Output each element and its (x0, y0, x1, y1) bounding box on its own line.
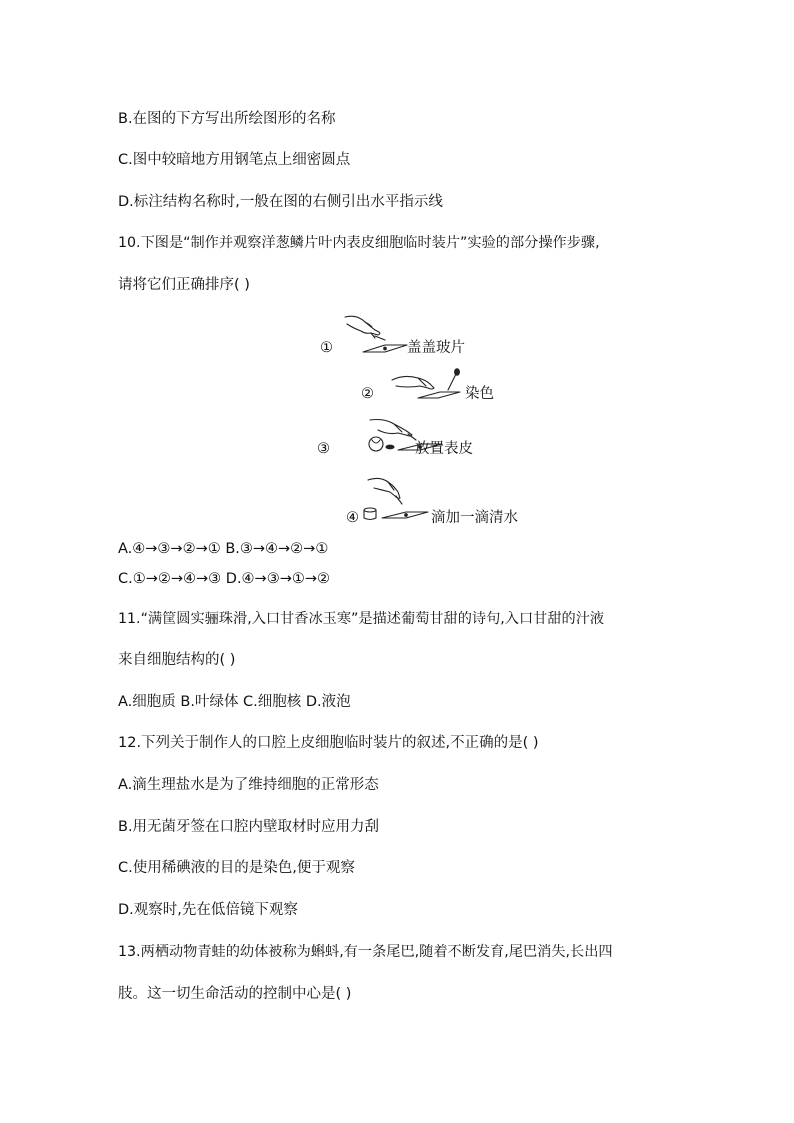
question-10-options-cd: C.①→②→④→③ D.④→③→①→② (118, 571, 331, 587)
step-1-label: 盖盖玻片 (407, 340, 465, 356)
option-12c: C.使用稀碘液的目的是染色,便于观察 (118, 860, 355, 876)
step-3-number: ③ (317, 441, 330, 457)
option-12b: B.用无菌牙签在口腔内壁取材时应用力刮 (118, 819, 380, 835)
question-10-options-ab: A.④→③→②→① B.③→④→②→① (118, 541, 329, 557)
question-10-prompt: 请将它们正确排序( ) (118, 277, 250, 293)
question-11-prompt: 来自细胞结构的( ) (118, 652, 236, 668)
step-4-label: 滴加一滴清水 (431, 510, 518, 526)
question-13-stem: 13.两栖动物青蛙的幼体被称为蝌蚪,有一条尾巴,随着不断发育,尾巴消失,长出四 (118, 944, 613, 960)
step-4-number: ④ (346, 510, 359, 526)
option-12a: A.滴生理盐水是为了维持细胞的正常形态 (118, 777, 379, 793)
question-11-options: A.细胞质 B.叶绿体 C.细胞核 D.液泡 (118, 694, 351, 710)
step-3-label: 放置表皮 (415, 441, 473, 457)
step-1-number: ① (320, 340, 333, 356)
question-11-stem: 11.“满筐圆实骊珠滑,入口甘香冰玉寒”是描述葡萄甘甜的诗句,入口甘甜的汁液 (118, 611, 605, 627)
step-4-illustration (360, 472, 432, 524)
step-2-number: ② (361, 386, 374, 402)
question-12-stem: 12.下列关于制作人的口腔上皮细胞临时装片的叙述,不正确的是( ) (118, 735, 539, 751)
option-12d: D.观察时,先在低倍镜下观察 (118, 902, 298, 918)
option-9b: B.在图的下方写出所绘图形的名称 (118, 111, 336, 127)
option-9c: C.图中较暗地方用钢笔点上细密圆点 (118, 152, 351, 168)
question-10-stem: 10.下图是“制作并观察洋葱鳞片叶内表皮细胞临时装片”实验的部分操作步骤, (118, 235, 600, 251)
step-2-label: 染色 (465, 386, 494, 402)
step-1-illustration (335, 312, 415, 357)
step-2-illustration (388, 368, 468, 406)
option-9d: D.标注结构名称时,一般在图的右侧引出水平指示线 (118, 194, 443, 210)
question-13-prompt: 肢。这一切生命活动的控制中心是( ) (118, 986, 352, 1002)
